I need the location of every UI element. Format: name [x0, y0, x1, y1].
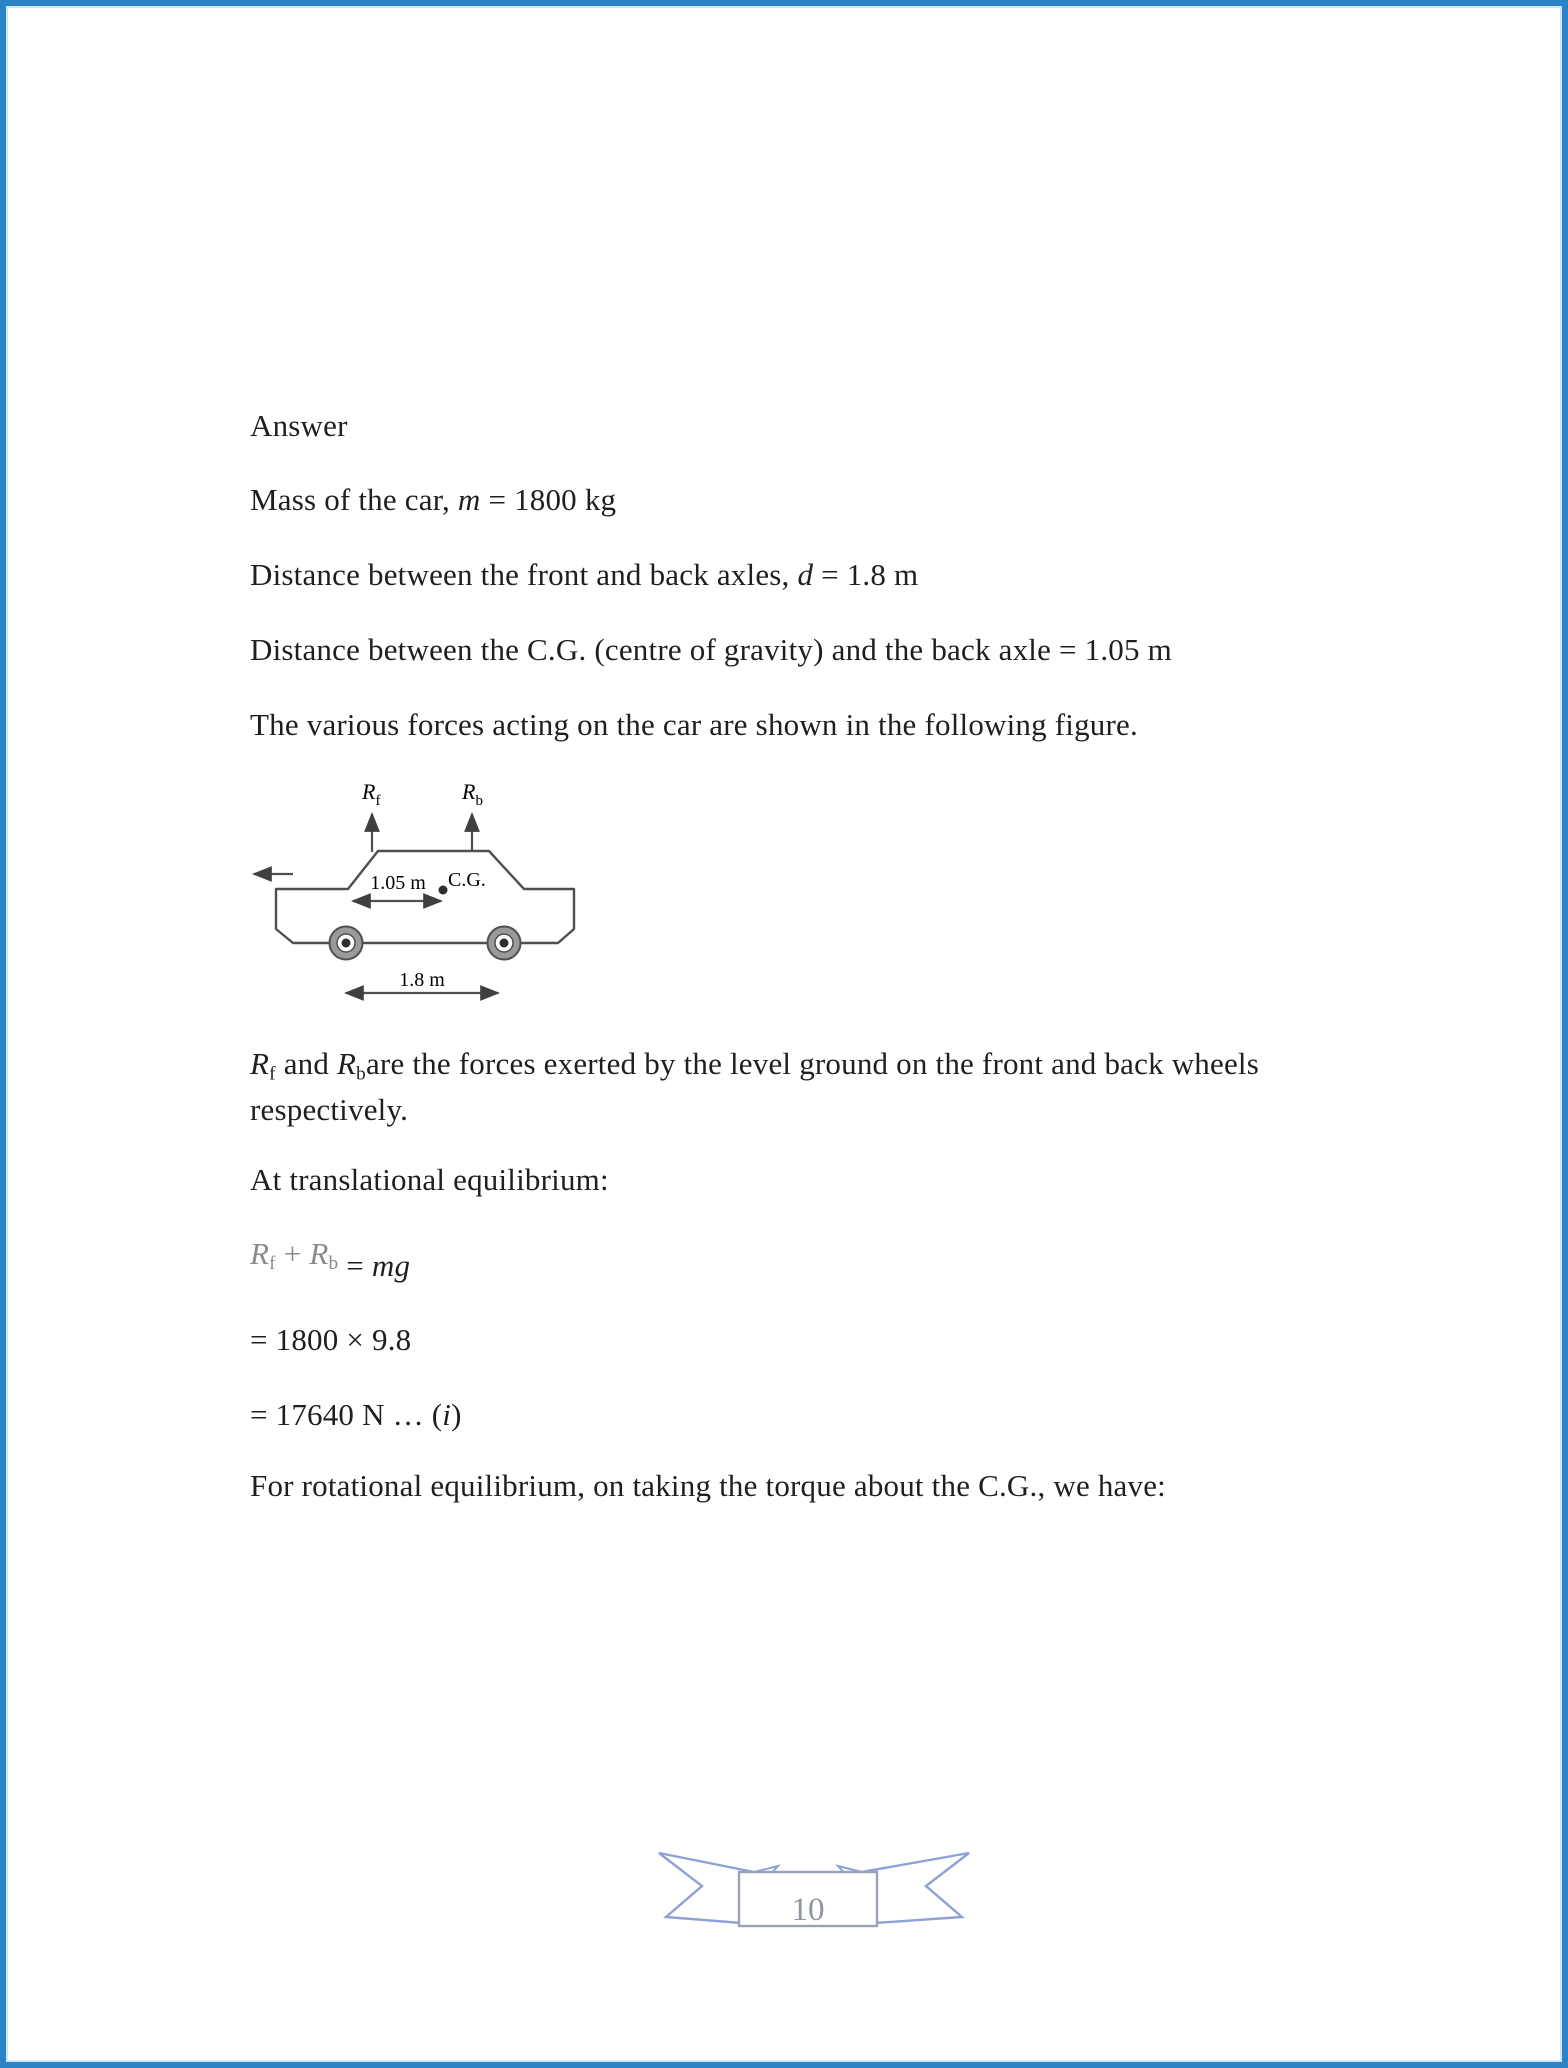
car-figure [236, 766, 606, 1016]
front-wheel [330, 927, 363, 960]
paragraph-translational: At translational equilibrium: [250, 1162, 609, 1197]
equation-sum: $R^f + R^b$ = mg [250, 1236, 411, 1283]
cg-dot [439, 886, 448, 895]
paragraph-rotational: For rotational equilibrium, on taking the torque about the C.G., we have: [250, 1468, 1166, 1503]
page-number: 10 [791, 1892, 825, 1928]
paragraph-rfrb: $R_f$ and $R_bare$ the forces exerted by the level ground on the front and back wheels respectively. [250, 1046, 1260, 1128]
answer-heading: Answer [250, 408, 348, 443]
paragraph-mass: Mass of the car, m = 1800 kg [250, 482, 617, 517]
paragraph-cg-distance: Distance between the C.G. (centre of gravity) and the back axle = 1.05 m [250, 632, 1172, 667]
cg-label: C.G. [448, 869, 486, 891]
rb-force-label: $R_b$ [462, 779, 483, 809]
paragraph-forces-intro: The various forces acting on the car are shown in the following figure. [250, 707, 1138, 742]
page-number-ribbon [654, 1844, 974, 1944]
car-body-outline [276, 851, 574, 943]
equation-value-2: = 17640 N … (i) [250, 1397, 462, 1432]
dim-label-18: 1.8 m [399, 969, 445, 991]
rear-wheel [488, 927, 521, 960]
paragraph-axle-distance: Distance between the front and back axles, d = 1.8 m [250, 557, 919, 592]
dim-label-105: 1.05 m [370, 872, 426, 894]
rf-force-label: $R_f$ [362, 779, 381, 809]
equation-value-1: = 1800 × 9.8 [250, 1322, 412, 1357]
